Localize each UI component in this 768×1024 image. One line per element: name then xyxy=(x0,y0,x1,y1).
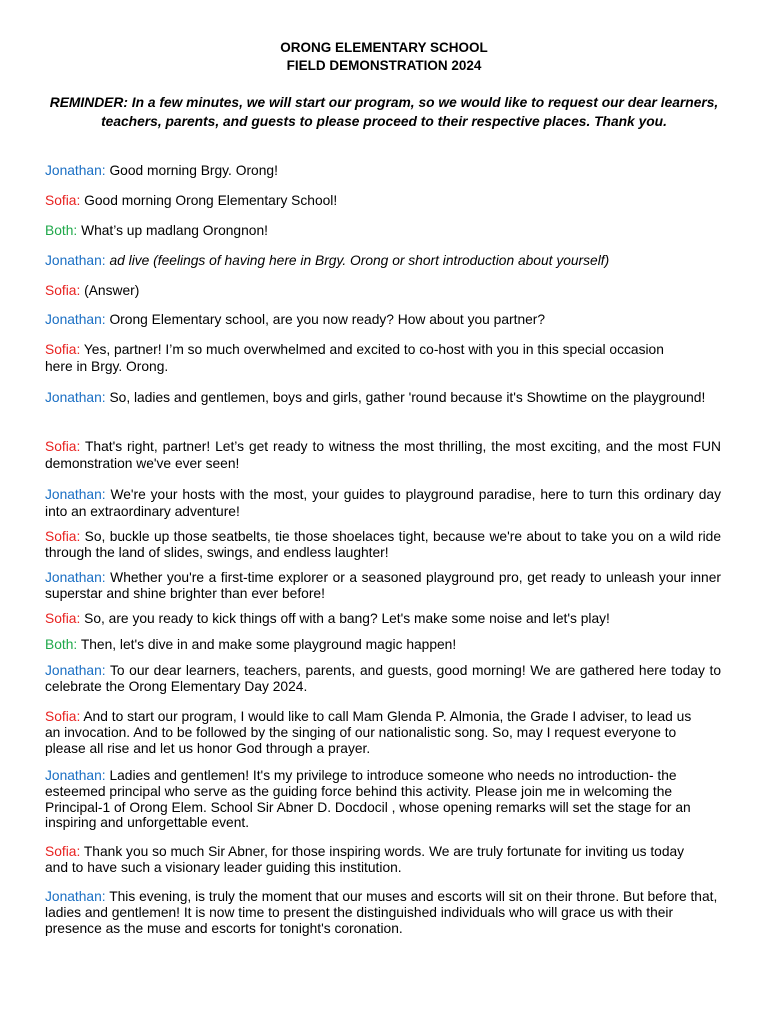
line-text: (Answer) xyxy=(84,283,140,298)
line-text: ad live (feelings of having here in Brgy. Orong or short introduction about yourself) xyxy=(109,253,610,268)
line-text: Thank you so much Sir Abner, for those inspiring words. We are truly fortunate for inviting us today and to have such a visionary leader guiding this institution. xyxy=(45,844,685,875)
script-line xyxy=(45,390,721,407)
script-line xyxy=(45,253,721,270)
speaker-label: Sofia: xyxy=(45,193,81,208)
speaker-label: Both: xyxy=(45,223,78,238)
script-line xyxy=(45,844,710,876)
script-line xyxy=(45,709,705,756)
line-text: We're your hosts with the most, your guides to playground paradise, here to turn this ordinary day into an extraordinary adventure! xyxy=(45,487,721,519)
line-text: This evening, is truly the moment that our muses and escorts will sit on their throne. But before that, ladies and gentlemen! It is now time to present the distinguished individuals who will grace us with their presence as the muse and escorts for tonight's coronation. xyxy=(45,889,718,936)
speaker-label: Jonathan: xyxy=(45,768,106,783)
speaker-label: Both: xyxy=(45,637,78,652)
line-text: To our dear learners, teachers, parents, and guests, good morning! We are gathered here today to celebrate the Orong Elementary Day 2024. xyxy=(45,663,721,694)
line-text: So, ladies and gentlemen, boys and girls, gather 'round because it's Showtime on the playground! xyxy=(109,390,706,405)
line-text: Whether you're a first-time explorer or a seasoned playground pro, get ready to unleash your inner superstar and shine brighter than ever before! xyxy=(45,570,721,601)
script-line xyxy=(45,487,721,520)
script-line xyxy=(45,163,721,180)
line-text: And to start our program, I would like to call Mam Glenda P. Almonia, the Grade I adviser, to lead us an invocation. And to be followed by the singing of our nationalistic song. So, may I request everyone to please all rise and let us honor God through a prayer. xyxy=(45,709,692,756)
line-text: Good morning Brgy. Orong! xyxy=(109,163,278,178)
script-line xyxy=(45,768,725,831)
line-text: Orong Elementary school, are you now ready? How about you partner? xyxy=(109,312,546,327)
line-text: What’s up madlang Orongnon! xyxy=(81,223,268,238)
script-line xyxy=(45,223,721,240)
speaker-label: Sofia: xyxy=(45,529,81,544)
line-text: Then, let's dive in and make some playground magic happen! xyxy=(80,637,457,652)
speaker-label: Jonathan: xyxy=(45,889,106,904)
event-title: FIELD DEMONSTRATION 2024 xyxy=(286,58,482,73)
script-line xyxy=(45,439,721,472)
speaker-label: Jonathan: xyxy=(45,570,106,585)
line-text: Good morning Orong Elementary School! xyxy=(84,193,338,208)
speaker-label: Sofia: xyxy=(45,611,81,626)
line-text: So, are you ready to kick things off with a bang? Let's make some noise and let's play! xyxy=(84,611,610,626)
script-line xyxy=(45,529,721,561)
speaker-label: Sofia: xyxy=(45,709,81,724)
script-line xyxy=(45,637,721,654)
speaker-label: Sofia: xyxy=(45,844,81,859)
script-line xyxy=(45,570,721,602)
script-line xyxy=(45,312,721,329)
line-text: So, buckle up those seatbelts, tie those shoelaces tight, because we're about to take you on a wild ride through the land of slides, swings, and endless laughter! xyxy=(45,529,721,560)
speaker-label: Sofia: xyxy=(45,342,81,357)
line-text: Ladies and gentlemen! It's my privilege to introduce someone who needs no introduction- the esteemed principal who serve as the guiding force behind this activity. Please join me in welcoming the Principal-1 of Orong Elem. School Sir Abner D. Docdocil , whose opening remarks will set the stage for an inspiring and unforgettable event. xyxy=(45,768,691,831)
speaker-label: Jonathan: xyxy=(45,663,106,678)
script-line xyxy=(45,663,721,695)
speaker-label: Jonathan: xyxy=(45,390,106,405)
reminder-notice: REMINDER: In a few minutes, we will start our program, so we would like to request our dear learners, teachers, parents, and guests to please proceed to their respective places. Thank you. xyxy=(49,95,719,129)
school-title: ORONG ELEMENTARY SCHOOL xyxy=(280,40,488,55)
line-text: Yes, partner! I’m so much overwhelmed and excited to co-host with you in this special occasion here in Brgy. Orong. xyxy=(45,342,664,374)
speaker-label: Sofia: xyxy=(45,439,81,454)
script-line xyxy=(45,283,721,300)
script-line xyxy=(45,889,725,936)
script-line xyxy=(45,611,721,628)
speaker-label: Sofia: xyxy=(45,283,81,298)
speaker-label: Jonathan: xyxy=(45,487,106,502)
line-text: That's right, partner! Let’s get ready to witness the most thrilling, the most exciting, and the most FUN demonstration we've ever seen! xyxy=(45,439,721,471)
script-line xyxy=(45,342,665,375)
speaker-label: Jonathan: xyxy=(45,253,106,268)
speaker-label: Jonathan: xyxy=(45,312,106,327)
script-line xyxy=(45,193,721,210)
speaker-label: Jonathan: xyxy=(45,163,106,178)
